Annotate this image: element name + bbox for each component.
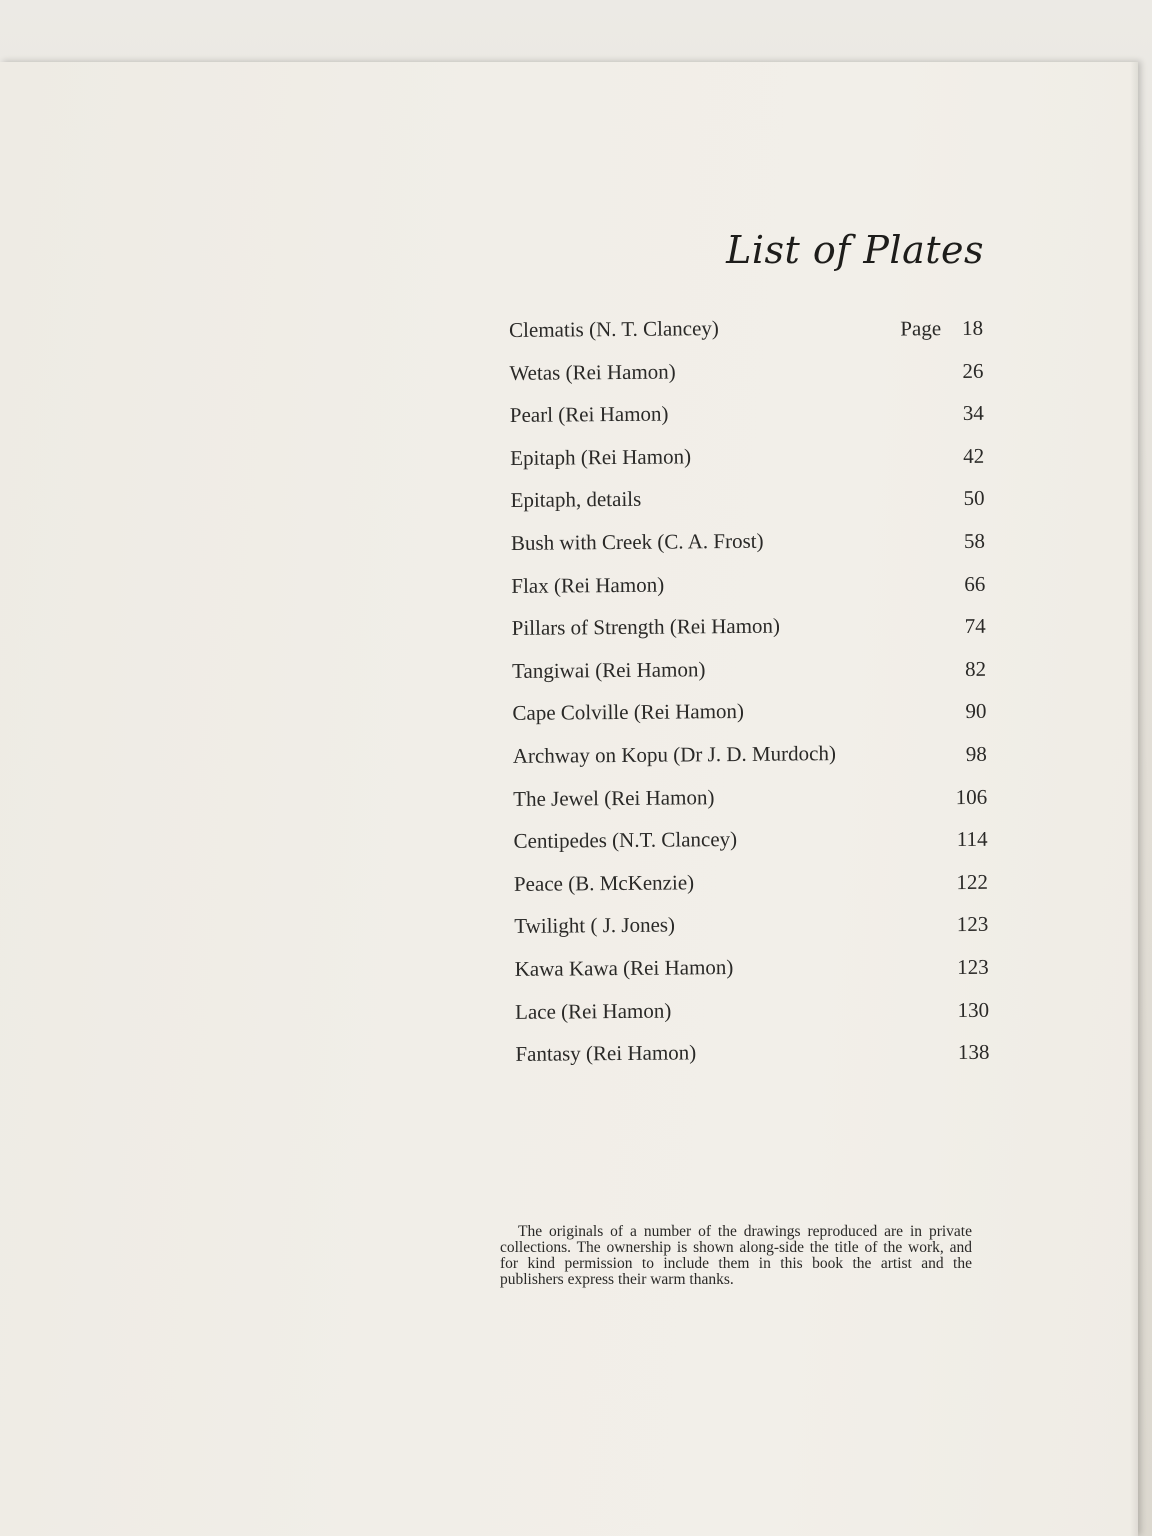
plate-entry [509,995,991,1042]
plate-title: Twilight ( J. Jones) [514,912,676,939]
plate-entry [505,527,987,574]
plate-entry [504,484,986,531]
plate-entry [507,782,989,829]
plate-page-number: 98 [965,741,987,766]
plate-page-number: 82 [964,656,987,681]
plate-title: Cape Colville (Rei Hamon) [512,699,745,726]
plate-title: Flax (Rei Hamon) [511,572,665,598]
plate-entry [506,697,988,744]
plate-entry [504,442,986,489]
plate-page-number: 123 [956,912,989,937]
plate-page-number: 114 [956,826,988,852]
plate-page-number: 26 [962,358,984,383]
plate-entry [503,356,985,403]
plate-title: Kawa Kawa (Rei Hamon) [514,954,734,981]
plate-entry [508,867,990,914]
plate-page-number: 50 [963,486,985,511]
plate-title: Tangiwai (Rei Hamon) [511,656,706,683]
plate-entry [508,910,990,957]
plate-page-number: 122 [956,869,989,894]
plate-page-number: 34 [962,400,984,426]
plate-entry [507,825,989,872]
plate-title: Pearl (Rei Hamon) [509,401,669,428]
plate-title: Clematis (N. T. Clancey) [508,316,719,342]
plate-title: Lace (Rei Hamon) [514,998,672,1024]
plate-title: Epitaph, details [510,487,642,513]
plate-entry [506,655,988,702]
plate-title: Pillars of Strength (Rei Hamon) [511,613,781,641]
acknowledgement-note: The originals of a number of the drawings reproduced are in private collections. The ownership is shown along-side the title of the work, and for kind permission to include them in this book the artist and the publishers express their warm thanks. [500,1223,972,1288]
plate-page-number: 130 [957,997,990,1022]
plate-page-number: 58 [963,528,986,553]
plate-entry [505,569,987,616]
plate-entry [507,740,989,787]
plate-entry [509,953,991,1000]
page-title: List of Plates [726,228,984,272]
plate-page-number: 74 [964,613,986,639]
plate-page-number: 18 [962,315,984,340]
plate-page-number: 66 [964,571,986,596]
plate-title: Epitaph (Rei Hamon) [510,444,692,470]
plate-page-number: 90 [965,699,987,724]
plate-title: Centipedes (N.T. Clancey) [513,827,738,854]
plate-page-number: 106 [955,784,988,809]
plate-page-number: 123 [957,954,989,979]
plates-list [503,314,992,1085]
page-label: Page [900,316,942,341]
plate-title: Wetas (Rei Hamon) [509,359,676,385]
plate-title: Fantasy (Rei Hamon) [515,1040,697,1067]
plate-entry [506,612,988,659]
plate-title: Bush with Creek (C. A. Frost) [510,528,764,555]
plate-entry [504,399,986,446]
plate-title: Archway on Kopu (Dr J. D. Murdoch) [512,741,837,768]
plate-page-number: 138 [957,1039,990,1065]
plate-title: Peace (B. McKenzie) [513,870,695,896]
page-edge [1130,62,1138,1536]
plate-entry [509,1038,991,1085]
plate-entry [503,314,985,361]
book-page [0,62,1138,1536]
plate-page-number: 42 [963,443,985,468]
plate-title: The Jewel (Rei Hamon) [513,784,715,811]
